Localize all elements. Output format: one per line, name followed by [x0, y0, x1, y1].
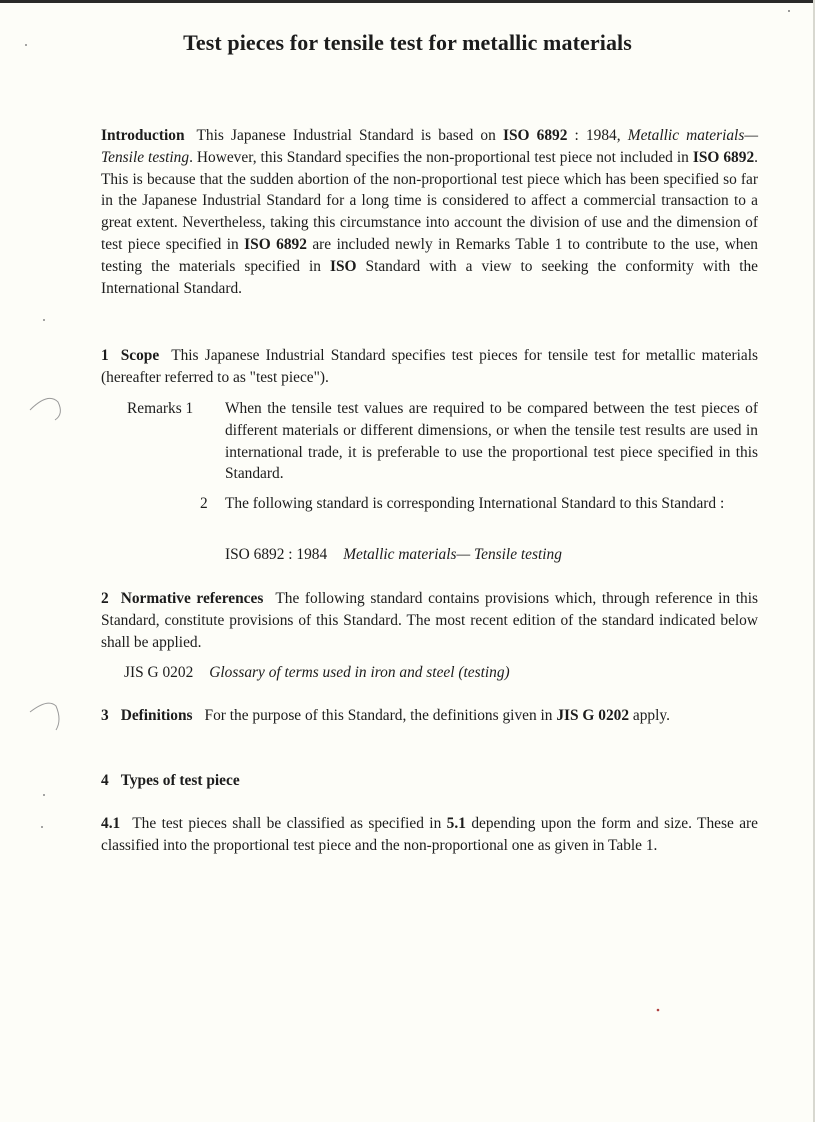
intro-text-4: . This is because that the sudden abortion of the non-proportional test piece which has been specified so far in the Japanese Industrial Standard for a long time is considered to affect a commercial transaction to a great extent. Nevertheless, taking this circumstance into account the division of use and the dimension of test piece specified in [101, 148, 758, 253]
intro-iso-ref-2: ISO 6892 [692, 148, 755, 166]
definitions-number: 3 [101, 707, 109, 724]
intro-iso-ref-4: ISO [329, 257, 357, 275]
definitions-text-1: For the purpose of this Standard, the definitions given in [204, 707, 557, 724]
normative-text: The following standard contains provisions which, through reference in this Standard, constitute provisions of this Standard. The most recent edition of the standard indicated below shall be applied. [101, 590, 758, 651]
definitions-jis-ref: JIS G 0202 [556, 707, 630, 724]
intro-text-2: : 1984, [567, 127, 628, 144]
scope-number: 1 [101, 347, 109, 364]
scan-speck [43, 794, 45, 796]
normative-number: 2 [101, 590, 109, 607]
binding-hole-shadow-top [30, 398, 60, 420]
remark-2-number: 2 [200, 495, 208, 512]
clause-4-1-ref: 5.1 [446, 815, 466, 832]
types-number: 4 [101, 772, 109, 789]
scan-speck [788, 10, 790, 12]
intro-text-1: This Japanese Industrial Standard is based on [196, 127, 503, 144]
intro-text-6: Standard with a view to seeking the conformity with the International Standard. [101, 257, 758, 297]
introduction-heading: Introduction [101, 127, 185, 144]
scan-speck [41, 826, 43, 828]
definitions-heading: Definitions [120, 707, 193, 724]
intro-text-5: are included newly in Remarks Table 1 to contribute to the use, when testing the materials specified in [101, 235, 758, 275]
definitions-text-2: apply. [629, 707, 670, 724]
intro-ref-title: Metallic materials— Tensile testing [101, 127, 758, 166]
clause-4-1-number: 4.1 [101, 815, 121, 832]
intro-iso-ref-1: ISO 6892 [502, 127, 568, 144]
remark-1-text: When the tensile test values are required to be compared between the test pieces of different materials or different dimensions, or when the tensile test results are used in international trade, it is preferable to use the proportional test piece specified in this Standard. [225, 400, 758, 483]
binding-hole-shadow-bottom [30, 703, 59, 730]
intro-iso-ref-3: ISO 6892 [244, 235, 307, 253]
types-heading-text: Types of test piece [120, 772, 240, 789]
jis-reference-title: Glossary of terms used in iron and steel (testing) [209, 664, 510, 681]
clause-4-1-text-1: The test pieces shall be classified as specified in [132, 815, 447, 832]
jis-reference-code: JIS G 0202 [124, 664, 194, 681]
remark-2-text: The following standard is corresponding International Standard to this Standard : [225, 495, 725, 512]
document-title: Test pieces for tensile test for metallic materials [183, 30, 632, 55]
iso-reference-title: Metallic materials— Tensile testing [343, 546, 562, 563]
scope-text: This Japanese Industrial Standard specifies test pieces for tensile test for metallic materials (hereafter referred to as "test piece"). [101, 347, 758, 386]
remarks-label: Remarks 1 [127, 400, 194, 417]
scope-heading: Scope [120, 347, 160, 364]
normative-heading: Normative references [120, 590, 264, 607]
clause-4-1-text-2: depending upon the form and size. These are classified into the proportional test piece and the non-proportional one as given in Table 1. [101, 815, 758, 854]
scan-speck [657, 1009, 660, 1012]
intro-text-3: . However, this Standard specifies the non-proportional test piece not included in [189, 148, 693, 166]
scan-speck [43, 319, 45, 321]
iso-reference-code: ISO 6892 : 1984 [225, 546, 328, 563]
scan-speck [25, 44, 27, 46]
